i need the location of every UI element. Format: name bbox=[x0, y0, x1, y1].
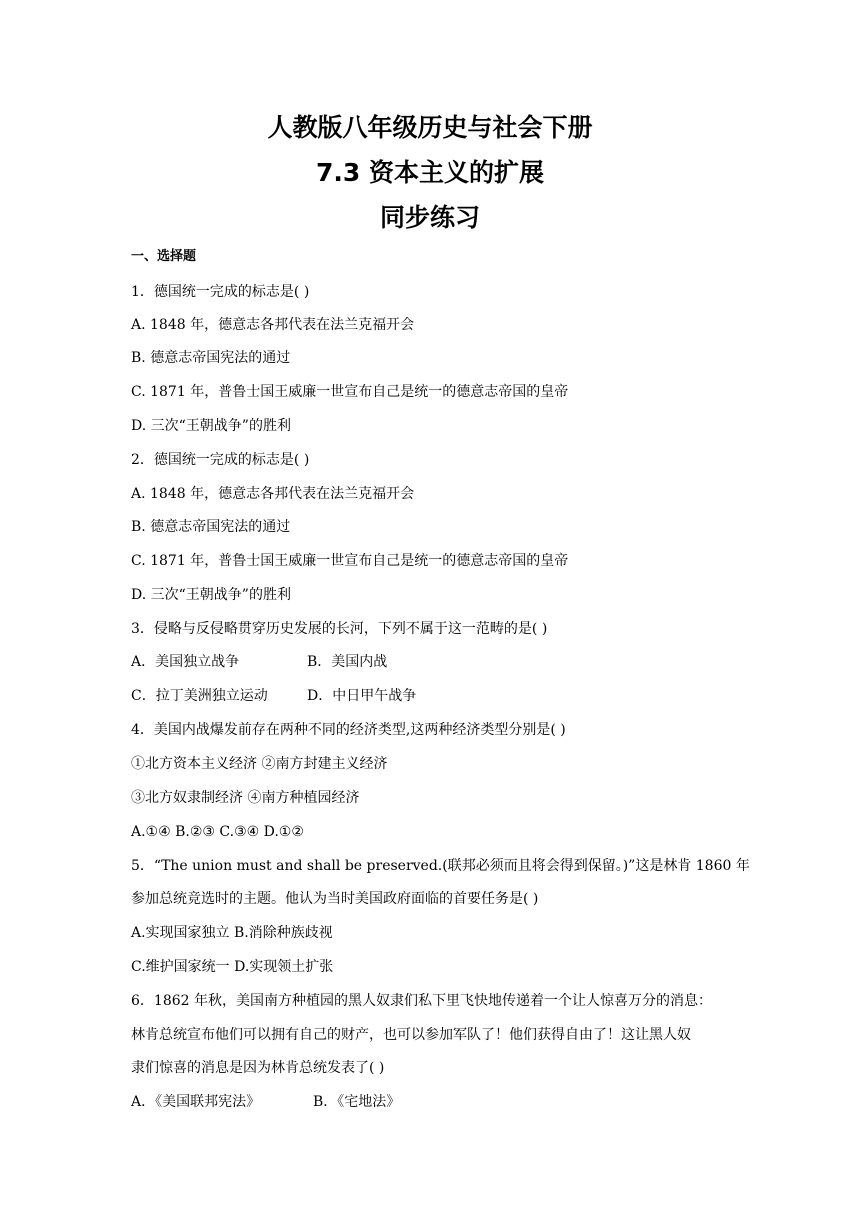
section-heading: 一、选择题 bbox=[131, 249, 197, 264]
doc-title: 人教版八年级历史与社会下册 bbox=[267, 113, 593, 142]
question-6-stem-line-2: 林肯总统宣布他们可以拥有自己的财产，也可以参加军队了！他们获得自由了！这让黑人奴 bbox=[131, 1027, 691, 1043]
question-3-stem: 3．侵略与反侵略贯穿历史发展的长河，下列不属于这一范畴的是( ) bbox=[131, 621, 548, 637]
question-6-option-b: B．《宅地法》 bbox=[313, 1094, 401, 1110]
doc-subtitle-practice: 同步练习 bbox=[379, 203, 480, 232]
question-1-option-c: C. 1871 年，普鲁士国王威廉一世宣布自己是统一的德意志帝国的皇帝 bbox=[131, 384, 569, 400]
question-4-item-line-2: ③北方奴隶制经济 ④南方种植园经济 bbox=[131, 790, 360, 806]
question-4-item-line-1: ①北方资本主义经济 ②南方封建主义经济 bbox=[131, 756, 388, 772]
doc-subtitle: 7.3 资本主义的扩展 bbox=[316, 158, 544, 187]
question-6-stem-line-1: 6．1862 年秋，美国南方种植园的黑人奴隶们私下里飞快地传递着一个让人惊喜万分的消息： bbox=[131, 993, 712, 1009]
question-3-option-c: C．拉丁美洲独立运动 bbox=[131, 688, 268, 704]
question-2-option-a: A. 1848 年，德意志各邦代表在法兰克福开会 bbox=[131, 486, 415, 502]
question-5-stem-line-2: 参加总统竞选时的主题。他认为当时美国政府面临的首要任务是( ) bbox=[131, 891, 539, 907]
question-5-options-line-2: C.维护国家统一 D.实现领土扩张 bbox=[131, 959, 334, 975]
question-6-option-a: A．《美国联邦宪法》 bbox=[131, 1094, 261, 1110]
question-1-stem: 1．德国统一完成的标志是( ) bbox=[131, 284, 310, 300]
question-5-stem-line-1: 5．“The union must and shall be preserved.(联邦必须而且将会得到保留。)”这是林肯 1860 年 bbox=[131, 858, 750, 874]
question-1-option-a: A. 1848 年，德意志各邦代表在法兰克福开会 bbox=[131, 317, 415, 333]
question-4-options: A.①④ B.②③ C.③④ D.①② bbox=[131, 824, 304, 840]
question-1-option-d: D. 三次“王朝战争”的胜利 bbox=[131, 418, 291, 434]
question-3-option-d: D．中日甲午战争 bbox=[307, 688, 417, 704]
question-2-option-b: B. 德意志帝国宪法的通过 bbox=[131, 519, 291, 535]
question-1-option-b: B. 德意志帝国宪法的通过 bbox=[131, 350, 291, 366]
question-2-option-d: D. 三次“王朝战争”的胜利 bbox=[131, 587, 291, 603]
question-2-stem: 2．德国统一完成的标志是( ) bbox=[131, 452, 310, 468]
question-5-options-line-1: A.实现国家独立 B.消除种族歧视 bbox=[131, 925, 333, 941]
question-3-option-b: B．美国内战 bbox=[307, 654, 388, 670]
question-6-stem-line-3: 隶们惊喜的消息是因为林肯总统发表了( ) bbox=[131, 1060, 385, 1076]
question-2-option-c: C. 1871 年，普鲁士国王威廉一世宣布自己是统一的德意志帝国的皇帝 bbox=[131, 553, 569, 569]
question-4-stem: 4．美国内战爆发前存在两种不同的经济类型,这两种经济类型分别是( ) bbox=[131, 722, 566, 738]
question-3-option-a: A．美国独立战争 bbox=[131, 654, 240, 670]
